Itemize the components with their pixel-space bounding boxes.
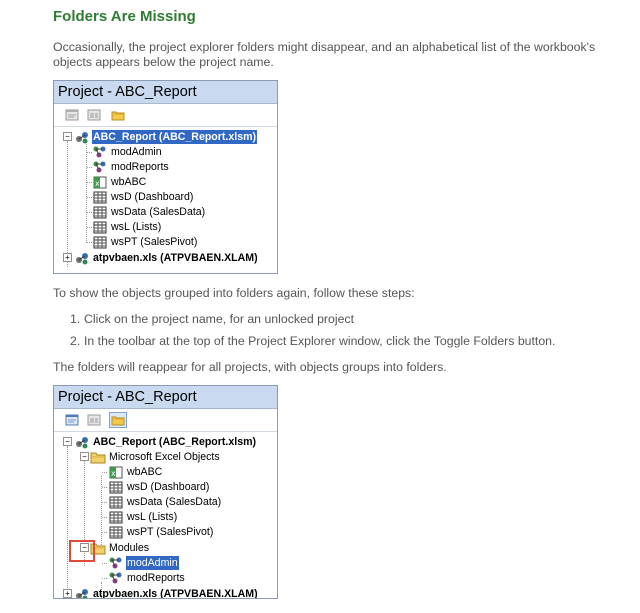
- vba-project-icon: [74, 587, 90, 599]
- svg-text:x: x: [111, 469, 116, 478]
- folder-icon: [90, 450, 106, 464]
- tree-node-label: wbABC: [127, 466, 163, 478]
- worksheet-icon: [92, 220, 108, 234]
- intro-line: objects appears below the project name.: [53, 55, 274, 69]
- worksheet-icon: [92, 205, 108, 219]
- vba-project-icon: [74, 130, 90, 144]
- worksheet-icon: [92, 190, 108, 204]
- tree-node-label: atpvbaen.xls (ATPVBAEN.XLAM): [93, 588, 258, 599]
- workbook-icon: [92, 175, 108, 189]
- worksheet-icon: [92, 235, 108, 249]
- workbook-icon: [108, 465, 124, 479]
- tree-node-label: Modules: [109, 542, 150, 554]
- project-explorer-toolbar: [54, 104, 277, 127]
- vba-project-icon: [74, 251, 90, 265]
- view-code-icon: [64, 413, 80, 427]
- project-tree: [54, 432, 277, 599]
- tree-node-label: wsPT (SalesPivot): [111, 236, 198, 248]
- intro-line: Occasionally, the project explorer folders might disappear, and an alphabetical list of the workbook's: [53, 40, 596, 54]
- tree-node-label: atpvbaen.xls (ATPVBAEN.XLAM): [93, 252, 258, 264]
- toggle-folders-icon: [110, 413, 126, 427]
- step-item: [70, 312, 354, 326]
- worksheet-icon: [108, 525, 124, 539]
- view-code-button[interactable]: [63, 412, 81, 428]
- step-text: In the toolbar at the top of the Project Explorer window, click the Toggle Folders button.: [84, 334, 556, 348]
- page-title: Folders Are Missing: [53, 8, 196, 25]
- tree-node-label: modAdmin: [127, 557, 178, 569]
- steps-intro: To show the objects grouped into folders again, follow these steps:: [53, 286, 415, 300]
- module-icon: [108, 571, 124, 585]
- tree-node-label: modAdmin: [111, 146, 162, 158]
- tree-node-label: wsL (Lists): [127, 511, 178, 523]
- collapse-toggle[interactable]: −: [80, 543, 89, 552]
- tree-node-label: wsL (Lists): [111, 221, 162, 233]
- project-tree: [54, 127, 277, 274]
- step-number: 1.: [70, 312, 81, 326]
- view-code-icon: [64, 108, 80, 122]
- toggle-folders-button[interactable]: [109, 412, 127, 428]
- worksheet-icon: [108, 510, 124, 524]
- tree-node-label: wsD (Dashboard): [127, 481, 210, 493]
- module-icon: [108, 556, 124, 570]
- tree-node-label: wsPT (SalesPivot): [127, 526, 214, 538]
- tree-node-label: Microsoft Excel Objects: [109, 451, 220, 463]
- collapse-toggle[interactable]: −: [63, 437, 72, 446]
- tree-node-label: wsData (SalesData): [111, 206, 206, 218]
- toggle-folders-button[interactable]: [109, 107, 127, 123]
- tree-node-label: wsData (SalesData): [127, 496, 222, 508]
- view-object-icon: [86, 413, 102, 427]
- result-paragraph: The folders will reappear for all projects, with objects groups into folders.: [53, 360, 447, 374]
- tree-node-label: ABC_Report (ABC_Report.xlsm): [93, 131, 257, 143]
- collapse-toggle[interactable]: −: [63, 132, 72, 141]
- module-icon: [92, 145, 108, 159]
- vba-project-icon: [74, 435, 90, 449]
- step-item: [70, 334, 555, 348]
- intro-paragraph: [53, 40, 595, 70]
- tree-node-label: ABC_Report (ABC_Report.xlsm): [93, 436, 257, 448]
- worksheet-icon: [108, 480, 124, 494]
- svg-text:x: x: [95, 179, 100, 188]
- project-explorer-title: Project - ABC_Report: [54, 81, 277, 104]
- view-object-button[interactable]: [85, 412, 103, 428]
- project-explorer-window: [53, 385, 278, 599]
- expander-highlight: [69, 540, 95, 562]
- tree-node-label: modReports: [127, 572, 185, 584]
- expand-toggle[interactable]: +: [63, 253, 72, 262]
- toggle-folders-icon: [110, 108, 126, 122]
- module-icon: [92, 160, 108, 174]
- step-text: Click on the project name, for an unlocked project: [84, 312, 354, 326]
- project-explorer-window: [53, 80, 278, 274]
- tree-node-label: wbABC: [111, 176, 147, 188]
- view-object-icon: [86, 108, 102, 122]
- view-code-button[interactable]: [63, 107, 81, 123]
- worksheet-icon: [108, 495, 124, 509]
- project-explorer-title: Project - ABC_Report: [54, 386, 277, 409]
- view-object-button[interactable]: [85, 107, 103, 123]
- step-number: 2.: [70, 334, 81, 348]
- tree-node-label: modReports: [111, 161, 169, 173]
- collapse-toggle[interactable]: −: [80, 452, 89, 461]
- project-explorer-toolbar: [54, 409, 277, 432]
- tree-node-label: wsD (Dashboard): [111, 191, 194, 203]
- expand-toggle[interactable]: +: [63, 589, 72, 598]
